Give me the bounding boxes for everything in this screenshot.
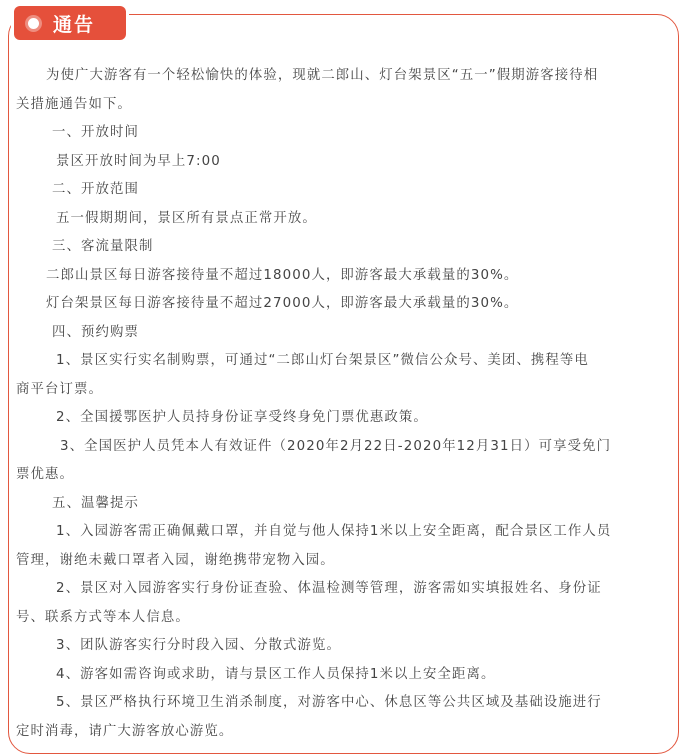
paragraph-line: 票优惠。 — [16, 467, 74, 482]
paragraph-line: 为使广大游客有一个轻松愉快的体验，现就二郎山、灯台架景区“五一”假期游客接待相 — [46, 68, 599, 83]
paragraph-line: 4、游客如需咨询或求助，请与景区工作人员保持1米以上安全距离。 — [56, 666, 496, 682]
paragraph-line: 二郎山景区每日游客接待量不超过18000人，即游客最大承载量的30%。 — [46, 267, 519, 283]
section-heading: 四、预约购票 — [52, 324, 139, 340]
notice-title: 通告 — [53, 13, 96, 36]
paragraph-line: 关措施通告如下。 — [16, 96, 132, 112]
paragraph-line: 3、团队游客实行分时段入园、分散式游览。 — [56, 638, 341, 653]
notice-body — [16, 62, 674, 746]
paragraph-line: 商平台订票。 — [16, 381, 103, 397]
notice-badge — [14, 6, 126, 40]
section-heading: 一、开放时间 — [52, 125, 139, 140]
paragraph-line: 1、入园游客需正确佩戴口罩，并自觉与他人保持1米以上安全距离，配合景区工作人员 — [56, 524, 612, 539]
section-heading: 三、客流量限制 — [52, 239, 154, 254]
paragraph-line: 5、景区严格执行环境卫生消杀制度，对游客中心、休息区等公共区域及基础设施进行 — [56, 695, 602, 710]
paragraph-line: 号、联系方式等本人信息。 — [16, 609, 190, 625]
bullet-dot-icon — [28, 18, 39, 29]
paragraph-line: 景区开放时间为早上7:00 — [56, 153, 221, 169]
section-heading: 五、温馨提示 — [52, 495, 139, 511]
paragraph-line: 定时消毒，请广大游客放心游览。 — [16, 723, 234, 739]
paragraph-line: 1、景区实行实名制购票，可通过“二郎山灯台架景区”微信公众号、美团、携程等电 — [56, 353, 589, 368]
paragraph-line: 五一假期期间，景区所有景点正常开放。 — [56, 210, 317, 226]
paragraph-line: 管理，谢绝未戴口罩者入园，谢绝携带宠物入园。 — [16, 552, 335, 568]
paragraph-line: 2、全国援鄂医护人员持身份证享受终身免门票优惠政策。 — [56, 410, 428, 425]
paragraph-line: 2、景区对入园游客实行身份证查验、体温检测等管理，游客需如实填报姓名、身份证 — [56, 581, 602, 596]
paragraph-line: 3、全国医护人员凭本人有效证件（2020年2月22日-2020年12月31日）可享受免门 — [60, 438, 612, 454]
paragraph-line: 灯台架景区每日游客接待量不超过27000人，即游客最大承载量的30%。 — [46, 296, 519, 311]
section-heading: 二、开放范围 — [52, 182, 139, 197]
